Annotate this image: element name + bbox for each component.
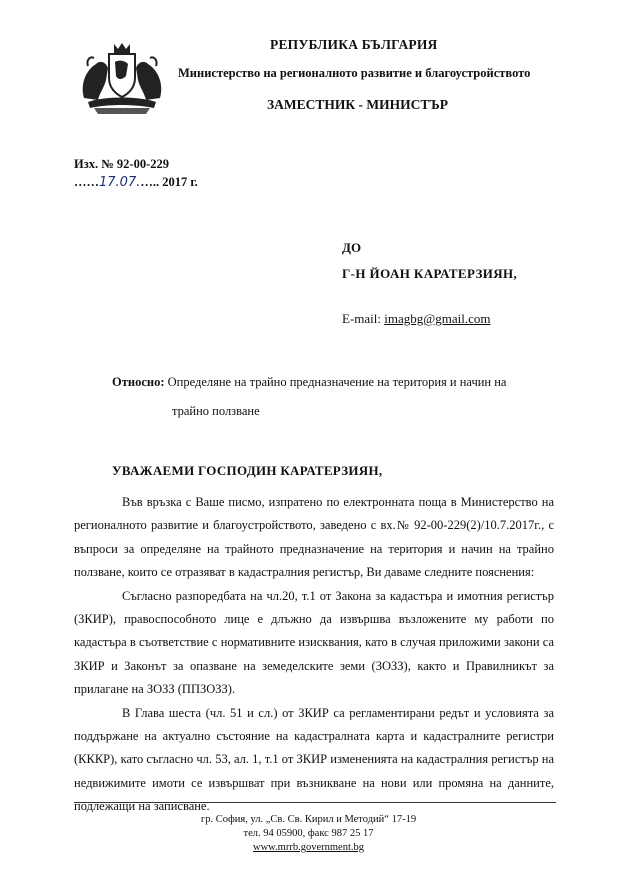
header-ministry: Министерство на регионалното развитие и благоустройството bbox=[178, 66, 531, 80]
header-deputy-minister: ЗАМЕСТНИК - МИНИСТЪР bbox=[267, 97, 448, 112]
addressee-name: Г-Н ЙОАН КАРАТЕРЗИЯН, bbox=[342, 266, 518, 281]
footer-address: гр. София, ул. „Св. Св. Кирил и Методий“ 17-19 bbox=[200, 814, 417, 825]
letter-body bbox=[74, 491, 554, 819]
coat-of-arms-icon bbox=[74, 40, 170, 116]
paragraph-2: Съгласно разпоредбата на чл.20, т.1 от Закона за кадастъра и имотния регистър (ЗКИР), правоспособното лице е длъжно да извършва възложените му работи по кадастъра в съответствие с нормативните изисквания, като в случая приложими закони са ЗКИР и Законът за опазване на земеделските земи (ЗОЗЗ), както и Правилникът за прилагане на ЗОЗЗ (ППЗОЗЗ). bbox=[74, 588, 554, 697]
email-label: E-mail: bbox=[342, 311, 381, 326]
header-republic: РЕПУБЛИКА БЪЛГАРИЯ bbox=[270, 37, 438, 52]
subject-line-1 bbox=[112, 375, 506, 390]
footer-website-line bbox=[0, 842, 617, 853]
subject-line-2: трайно ползване bbox=[172, 404, 260, 418]
paragraph-1: Във връзка с Ваше писмо, изпратено по електронната поща в Министерство на регионалното развитие и благоустройството, заведено с вх.№ 92-00-229(2)/10.7.2017г., с въпроси за определяне на трайното предназначение на територия и начин на трайно ползване, които се отразяват в кадастралния регистър, Ви даваме следните пояснения: bbox=[74, 495, 554, 580]
salutation: УВАЖАЕМИ ГОСПОДИН КАРАТЕРЗИЯН, bbox=[112, 463, 383, 478]
paragraph-3: В Глава шеста (чл. 51 и сл.) от ЗКИР са регламентирани редът и условията за поддържане на актуално състояние на кадастралната карта и кадастралните регистри (КККР), като съгласно чл. 53, ал. 1, т.1 от ЗКИР измененията на кадастралния регистър на недвижимите имоти се извършват при възникване на нови или промяна на данните, подлежащи на записване. bbox=[74, 705, 554, 814]
reference-number: Изх. № 92-00-229 bbox=[74, 157, 170, 171]
date-handwritten: 17.07. bbox=[99, 175, 141, 190]
footer-website-link[interactable]: www.mrrb.government.bg bbox=[252, 842, 364, 853]
addressee-to: ДО bbox=[342, 240, 362, 255]
footer-phone: тел. 94 05900, факс 987 25 17 bbox=[243, 828, 374, 839]
email-link[interactable]: imagbg@gmail.com bbox=[384, 311, 491, 326]
subject-label: Относно: bbox=[112, 375, 165, 389]
reference-date bbox=[74, 175, 198, 190]
date-suffix: ….. 2017 г. bbox=[140, 175, 198, 189]
date-prefix: …… bbox=[74, 175, 99, 189]
subject-text-1: Определяне на трайно предназначение на територия и начин на bbox=[167, 375, 507, 389]
footer-divider bbox=[74, 802, 556, 803]
addressee-email-line bbox=[342, 311, 490, 327]
